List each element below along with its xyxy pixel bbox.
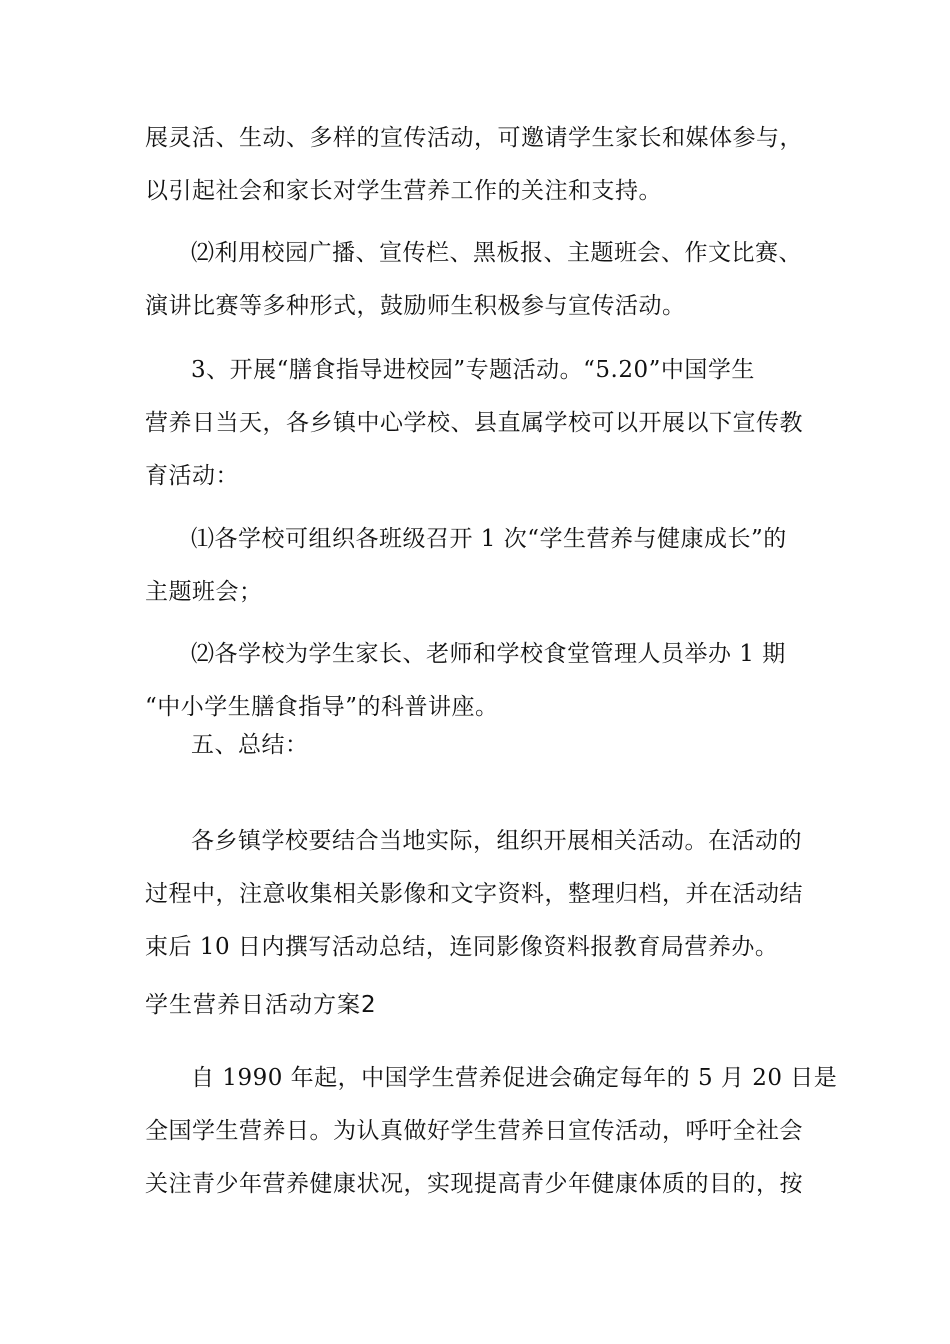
text-line: 束后 10 日内撰写活动总结，连同影像资料报教育局营养办。	[145, 934, 779, 960]
text-line: ⑴各学校可组织各班级召开 1 次“学生营养与健康成长”的	[191, 526, 787, 552]
paragraph-intro-plan-2	[145, 1052, 838, 1211]
text-line: 演讲比赛等多种形式，鼓励师生积极参与宣传活动。	[145, 293, 686, 319]
paragraph-promotion-continued	[145, 112, 815, 218]
text-line: 育活动：	[145, 463, 239, 489]
section-title: 学生营养日活动方案2	[145, 992, 377, 1018]
subheading-summary	[145, 719, 815, 772]
text-line: 各乡镇学校要结合当地实际，组织开展相关活动。在活动的	[191, 828, 802, 854]
text-line: 五、总结：	[191, 732, 309, 758]
text-line: 以引起社会和家长对学生营养工作的关注和支持。	[145, 178, 662, 204]
text-line: 全国学生营养日。为认真做好学生营养日宣传活动，呼吁全社会	[145, 1118, 803, 1144]
text-line: 3、开展“膳食指导进校园”专题活动。“5.20”中国学生	[191, 357, 755, 383]
text-line: 关注青少年营养健康状况，实现提高青少年健康体质的目的，按	[145, 1171, 803, 1197]
text-line: ⑵利用校园广播、宣传栏、黑板报、主题班会、作文比赛、	[191, 240, 802, 266]
text-line: 展灵活、生动、多样的宣传活动，可邀请学生家长和媒体参与，	[145, 125, 803, 151]
text-line: “中小学生膳食指导”的科普讲座。	[145, 694, 499, 720]
text-line: 自 1990 年起，中国学生营养促进会确定每年的 5 月 20 日是	[191, 1065, 838, 1091]
text-line: 主题班会；	[145, 579, 263, 605]
text-line: ⑵各学校为学生家长、老师和学校食堂管理人员举办 1 期	[191, 641, 786, 667]
text-line: 过程中，注意收集相关影像和文字资料，整理归档，并在活动结	[145, 881, 803, 907]
paragraph-campus-channels	[145, 227, 815, 333]
paragraph-class-meeting	[145, 513, 815, 619]
paragraph-diet-guidance-activity	[145, 344, 815, 503]
paragraph-summary	[145, 815, 815, 974]
text-line: 营养日当天，各乡镇中心学校、县直属学校可以开展以下宣传教	[145, 410, 803, 436]
